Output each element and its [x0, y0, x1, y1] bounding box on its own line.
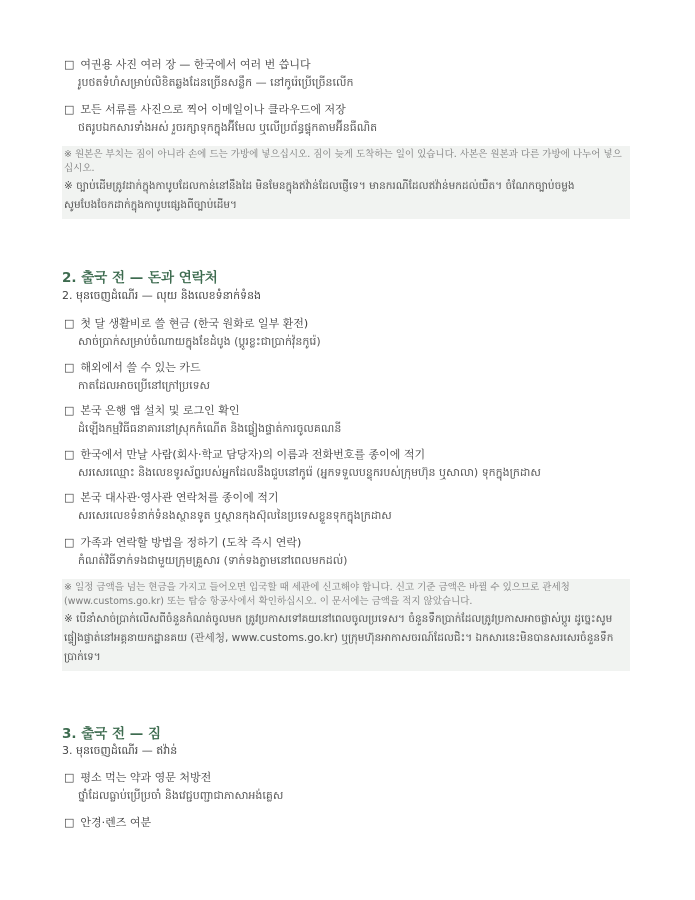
checklist-item[interactable] — [64, 770, 634, 804]
item-label-km: ដំឡើងកម្មវិធីធនាគារនៅស្រុកកំណើត និងផ្ទៀងផ្ទាត់ការចូលគណនី — [78, 422, 342, 435]
checkbox-icon[interactable]: □ — [64, 58, 75, 71]
item-label-km: ថតរូបឯកសារទាំងអស់ រួចរក្សាទុកក្នុងអ៊ីមែល ឬលើប្រព័ន្ធផ្ទុកតាមអ៊ីនធឺណិត — [78, 121, 378, 134]
note-box — [62, 579, 630, 671]
checkbox-icon[interactable]: □ — [64, 103, 75, 116]
item-label-ko: 안경·렌즈 여분 — [80, 816, 152, 829]
checkbox-icon[interactable]: □ — [64, 361, 75, 374]
checkbox-icon[interactable]: □ — [64, 491, 75, 504]
checklist-item[interactable] — [64, 102, 634, 136]
section-heading: 3. 출국 전 — 짐 — [62, 726, 161, 742]
item-label-km: សរសេរលេខទំនាក់ទំនងស្ថានទូត ឬស្ថានកុងស៊ុលនៃប្រទេសខ្លួនទុកក្នុងក្រដាស — [78, 509, 392, 522]
checkbox-icon[interactable]: □ — [64, 771, 75, 784]
item-label-ko: 여권용 사진 여러 장 — 한국에서 여러 번 씁니다 — [80, 58, 311, 71]
item-label-km: សាច់ប្រាក់សម្រាប់ចំណាយក្នុងខែដំបូង (ប្ដូរខ្លះជាប្រាក់វ៉ុនកូរ៉េ) — [78, 335, 321, 348]
checklist-item[interactable] — [64, 815, 634, 830]
checklist-item[interactable] — [64, 490, 634, 524]
section-subheading: 3. មុនចេញដំណើរ — ឥវ៉ាន់ — [62, 744, 178, 757]
checklist-item[interactable] — [64, 360, 634, 394]
section-subheading: 2. មុនចេញដំណើរ — លុយ និងលេខទំនាក់ទំនង — [62, 289, 262, 302]
checkbox-icon[interactable]: □ — [64, 448, 75, 461]
item-label-km: ថ្នាំដែលធ្លាប់ប្រើប្រចាំ និងវេជ្ជបញ្ជាជាភាសាអង់គ្លេស — [78, 789, 284, 802]
section-heading: 2. 출국 전 — 돈과 연락처 — [62, 270, 218, 286]
item-label-km: សរសេរឈ្មោះ និងលេខទូរស័ព្ទរបស់អ្នកដែលនឹងជួបនៅកូរ៉េ (អ្នកទទួលបន្ទុករបស់ក្រុមហ៊ុន ឬសាលា) ទុកក្នុងក្រដាស — [78, 466, 541, 479]
checklist-item[interactable] — [64, 535, 634, 569]
item-label-ko: 모든 서류를 사진으로 찍어 이메일이나 클라우드에 저장 — [80, 103, 346, 116]
checklist-item[interactable] — [64, 447, 634, 481]
item-label-km: កាតដែលអាចប្រើនៅក្រៅប្រទេស — [78, 379, 211, 392]
item-label-km: រូបថតទំហំសម្រាប់លិខិតឆ្លងដែនច្រើនសន្លឹក — នៅកូរ៉េប្រើច្រើនលើក — [78, 76, 354, 89]
checklist-item[interactable] — [64, 403, 634, 437]
item-label-ko: 가족과 연락할 방법을 정하기 (도착 즉시 연락) — [80, 536, 302, 549]
note-box — [62, 146, 630, 219]
note-ko: ※ 일정 금액을 넘는 현금을 가지고 들어오면 입국할 때 세관에 신고해야 합니다. 신고 기준 금액은 바뀔 수 있으므로 관세청(www.customs.go.kr) 또는 탑승 항공사에서 확인하십시오. 이 문서에는 금액을 적지 않았습니다. — [64, 582, 570, 607]
note-km: ※ បើនាំសាច់ប្រាក់លើសពីចំនួនកំណត់ចូលមក ត្រូវប្រកាសទៅគយនៅពេលចូលប្រទេស។ ចំនួនទឹកប្រាក់ដែលត្រូវប្រកាសអាចផ្លាស់ប្ដូរ ដូច្នេះសូមផ្ទៀងផ្ទាត់នៅអគ្គនាយកដ្ឋានគយ (관세청, www.customs.go.kr) ឬក្រុមហ៊ុនអាកាសចរណ៍ដែលជិះ។ ឯកសារនេះមិនបានសរសេរចំនួនទឹកប្រាក់ទេ។ — [64, 613, 614, 663]
item-label-ko: 해외에서 쓸 수 있는 카드 — [80, 361, 201, 374]
checkbox-icon[interactable]: □ — [64, 816, 75, 829]
item-label-ko: 한국에서 만날 사람(회사·학교 담당자)의 이름과 전화번호를 종이에 적기 — [80, 448, 426, 461]
note-km: ※ ច្បាប់ដើមត្រូវដាក់ក្នុងកាបូបដែលកាន់នៅនឹងដៃ មិនមែនក្នុងឥវ៉ាន់ដែលផ្ញើទេ។ មានករណីដែលឥវ៉ាន់មកដល់យឺត។ ចំណែកច្បាប់ចម្លង សូមបែងចែកដាក់ក្នុងកាបូបផ្សេងពីច្បាប់ដើម។ — [64, 180, 575, 211]
checkbox-icon[interactable]: □ — [64, 404, 75, 417]
item-label-ko: 평소 먹는 약과 영문 처방전 — [80, 771, 212, 784]
checkbox-icon[interactable]: □ — [64, 317, 75, 330]
item-label-km: កំណត់វិធីទាក់ទងជាមួយក្រុមគ្រួសារ (ទាក់ទងភ្លាមនៅពេលមកដល់) — [78, 554, 348, 567]
item-label-ko: 본국 대사관·영사관 연락처를 종이에 적기 — [80, 491, 279, 504]
item-label-ko: 첫 달 생활비로 쓸 현금 (한국 원화로 일부 환전) — [80, 317, 309, 330]
note-ko: ※ 원본은 부치는 짐이 아니라 손에 드는 가방에 넣으십시오. 짐이 늦게 도착하는 일이 있습니다. 사본은 원본과 다른 가방에 나누어 넣으십시오. — [64, 149, 622, 174]
item-label-ko: 본국 은행 앱 설치 및 로그인 확인 — [80, 404, 240, 417]
checklist-item[interactable] — [64, 316, 634, 350]
checkbox-icon[interactable]: □ — [64, 536, 75, 549]
checklist-item[interactable] — [64, 57, 634, 91]
